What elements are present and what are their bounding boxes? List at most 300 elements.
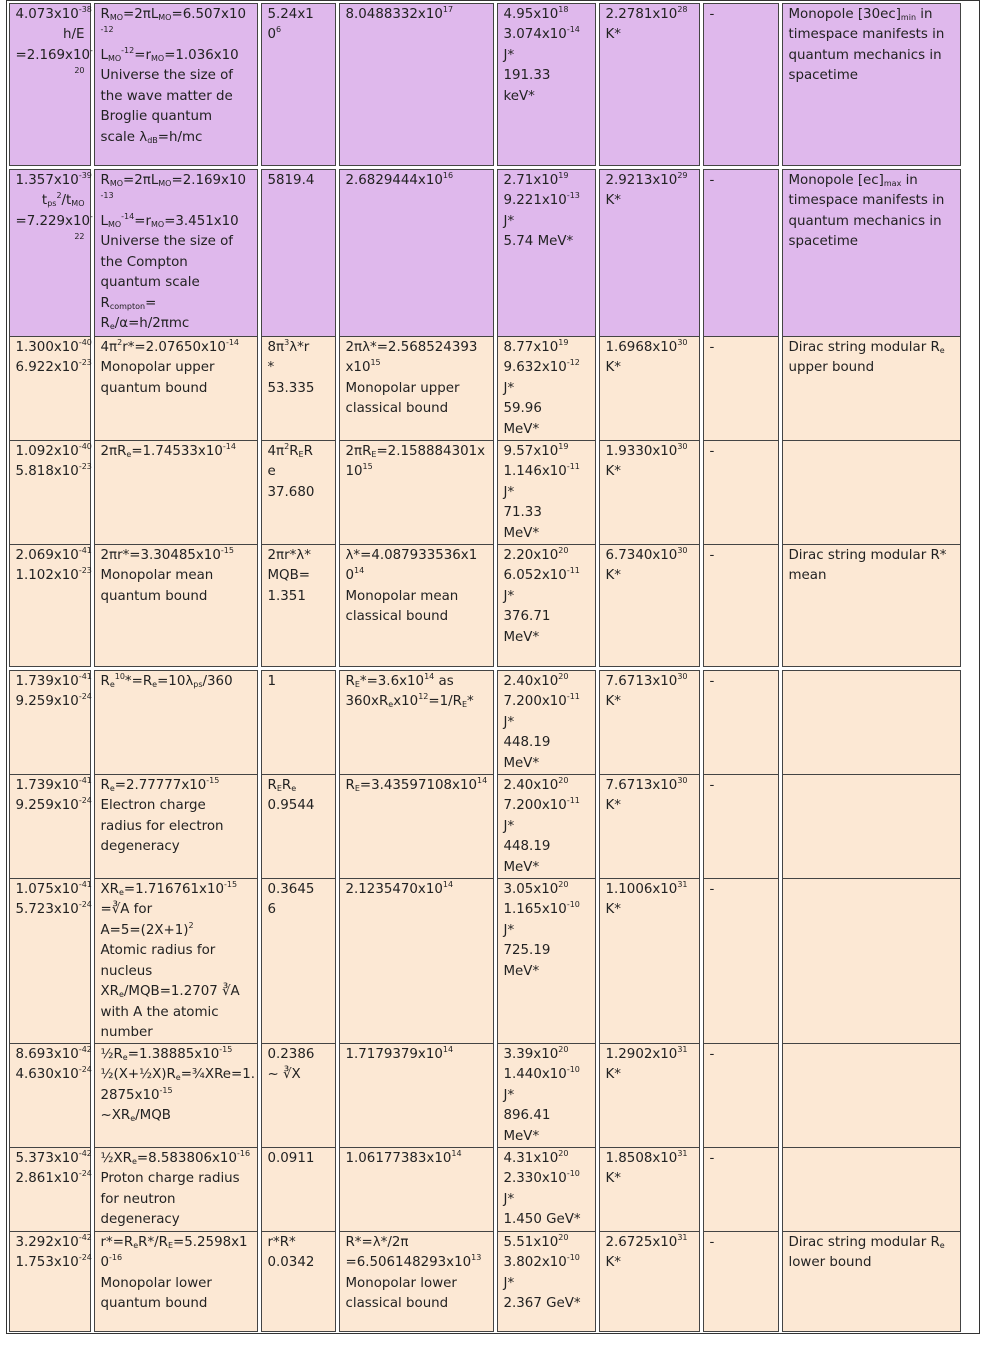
cell-line <box>101 171 252 192</box>
cell-wavelength <box>339 774 494 881</box>
cell-text: 3.39x10 <box>503 1046 559 1062</box>
cell-text: - <box>709 777 715 793</box>
cell-text: /α=h/2πmc <box>114 316 190 331</box>
cell-line <box>504 483 590 504</box>
cell-wavelength <box>339 1147 494 1233</box>
cell-line <box>710 546 773 567</box>
cell-text: - <box>709 547 715 563</box>
cell-text: 2.6829444x10 <box>345 172 443 188</box>
cell-text: 4.95x10 <box>503 6 559 22</box>
cell-line <box>789 338 955 359</box>
cell-text: ½R <box>100 1046 123 1062</box>
cell-text: 8.693x10 <box>15 1046 79 1062</box>
cell-temperature <box>599 440 700 547</box>
cell-text: 1.753x10 <box>15 1255 79 1270</box>
cell-ratio <box>261 544 336 667</box>
superscript: -42 <box>78 1148 92 1158</box>
cell-text: 8.77x10 <box>503 339 559 355</box>
cell-text: 9.221x10 <box>503 193 567 208</box>
cell-line <box>504 941 590 962</box>
cell-text: λ*=4.087933536x1 <box>345 547 478 563</box>
cell-line <box>710 442 773 463</box>
cell-line <box>15 337 92 359</box>
cell-text: 6.922x10 <box>15 360 79 375</box>
superscript: -11 <box>566 462 580 471</box>
cell-temperature <box>599 544 700 667</box>
cell-text: 71.33 <box>503 505 542 520</box>
cell-line <box>606 672 694 693</box>
cell-text: 4.630x10 <box>15 1067 79 1082</box>
cell-line <box>346 399 488 420</box>
cell-text: 2.2781x10 <box>605 6 678 22</box>
cell-text: 1.2902x10 <box>605 1046 678 1062</box>
cell-description <box>782 544 961 667</box>
cell-text: R <box>100 6 110 22</box>
cell-line <box>101 442 252 463</box>
superscript: -24 <box>78 1253 92 1262</box>
cell-line <box>268 880 330 901</box>
cell-line <box>504 796 590 817</box>
cell-text: Broglie quantum <box>100 109 212 124</box>
cell-text: =r <box>134 213 151 229</box>
cell-text: 7.6713x10 <box>605 673 678 689</box>
cell-time <box>9 169 91 337</box>
superscript: -16 <box>109 1253 123 1262</box>
superscript: 14 <box>442 879 454 889</box>
cell-time <box>9 670 91 777</box>
cell-line <box>268 566 330 587</box>
cell-ratio <box>261 1231 336 1332</box>
cell-line <box>504 5 590 26</box>
cell-line <box>504 232 590 253</box>
cell-text: scale λ <box>100 129 148 145</box>
subscript: e <box>109 679 115 689</box>
cell-text: 5.723x10 <box>15 902 79 917</box>
superscript: 19 <box>558 441 569 451</box>
cell-text: 8.0488332x10 <box>345 6 443 22</box>
subscript: e <box>291 783 297 793</box>
cell-text: 1.739x10 <box>15 673 79 689</box>
cell-text: Monopolar upper <box>345 380 460 396</box>
superscript: 31 <box>677 879 688 889</box>
cell-text: =2.169x10 <box>15 47 91 63</box>
cell-line <box>789 232 955 253</box>
cell-line <box>15 1169 92 1190</box>
cell-text: mean <box>788 568 827 583</box>
cell-line <box>504 87 590 108</box>
cell-line <box>101 837 252 858</box>
cell-text: 1.146x10 <box>503 464 567 479</box>
cell-text: R <box>345 777 355 793</box>
cell-line <box>16 191 85 212</box>
cell-time <box>9 1043 91 1150</box>
superscript: 28 <box>677 4 688 14</box>
superscript: 31 <box>677 1232 688 1242</box>
subscript: max <box>883 178 902 188</box>
cell-text: Monopolar mean <box>100 568 214 583</box>
cell-text: K* <box>605 193 621 208</box>
cell-text: quantum mechanics in <box>788 213 942 229</box>
superscript: 2 <box>117 337 123 347</box>
cell-text: K* <box>605 1067 621 1082</box>
superscript: 31 <box>677 1148 688 1158</box>
cell-text: MeV* <box>503 629 540 645</box>
cell-line <box>504 628 590 649</box>
cell-line <box>606 1253 694 1274</box>
cell-text: ½XR <box>100 1150 132 1166</box>
cell-text: * <box>267 360 275 375</box>
cell-line <box>101 294 252 315</box>
cell-wavelength <box>339 169 494 337</box>
cell-line <box>789 566 955 587</box>
subscript: e <box>133 1240 139 1250</box>
cell-text: - <box>709 881 715 897</box>
cell-text: L <box>100 213 108 229</box>
cell-line <box>15 1253 92 1274</box>
cell-text: - <box>709 1046 715 1062</box>
cell-description <box>782 774 961 881</box>
cell-line <box>504 171 590 192</box>
subscript: compton <box>109 301 146 311</box>
subscript: MO <box>158 178 172 188</box>
cell-line <box>606 5 694 26</box>
superscript: 29 <box>677 170 688 180</box>
cell-line <box>268 672 330 693</box>
cell-text: = <box>145 295 157 311</box>
cell-text: MQB= <box>267 568 310 583</box>
cell-text: 4.31x10 <box>503 1150 559 1166</box>
cell-line <box>101 776 252 797</box>
cell-text: J* <box>503 213 515 229</box>
cell-text: Monopolar lower <box>345 1275 457 1291</box>
cell-temperature <box>599 1147 700 1233</box>
cell-line <box>101 212 252 233</box>
cell-temperature <box>599 1231 700 1332</box>
subscript: e <box>118 887 124 897</box>
cell-line <box>504 503 590 524</box>
table-row <box>7 772 979 876</box>
cell-line <box>15 4 92 26</box>
cell-text: timespace manifests in <box>788 193 945 208</box>
cell-line <box>101 1294 252 1315</box>
cell-description <box>782 670 961 777</box>
cell-line <box>504 1274 590 1295</box>
table-row <box>7 438 979 542</box>
subscript: e <box>126 449 132 459</box>
cell-energy <box>497 440 596 547</box>
cell-line <box>710 1149 773 1170</box>
superscript: -16 <box>236 1148 251 1158</box>
cell-text: - <box>709 339 715 355</box>
cell-line <box>346 1274 488 1295</box>
cell-text: in <box>916 6 933 22</box>
cell-text: =2.77777x10 <box>114 777 207 793</box>
cell-radius <box>94 1043 258 1150</box>
cell-line <box>16 25 85 46</box>
cell-line <box>101 962 252 983</box>
cell-text: Universe the size of <box>100 68 234 83</box>
cell-energy <box>497 3 596 166</box>
cell-line <box>504 191 590 212</box>
cell-text: =1.716761x10 <box>123 881 224 897</box>
cell-line <box>606 900 694 921</box>
cell-text: R <box>100 172 110 188</box>
cell-line <box>268 1149 330 1170</box>
cell-line <box>504 900 590 921</box>
cell-line <box>101 880 252 901</box>
cell-text: 7.6713x10 <box>605 777 678 793</box>
cell-line <box>101 817 252 838</box>
cell-line <box>15 900 92 921</box>
superscript: 20 <box>74 66 85 75</box>
cell-text: K* <box>605 1171 621 1186</box>
cell-line <box>101 379 252 400</box>
superscript: -15 <box>220 545 234 555</box>
cell-description <box>782 878 961 1046</box>
cell-text: degeneracy <box>100 1212 180 1227</box>
cell-ratio <box>261 774 336 881</box>
cell-radius <box>94 336 258 443</box>
superscript: -12 <box>100 25 114 34</box>
cell-line <box>101 358 252 379</box>
table-row <box>7 542 979 668</box>
cell-line <box>504 462 590 483</box>
cell-ratio <box>261 336 336 443</box>
cell-text: J* <box>503 588 515 604</box>
cell-text: 6.7340x10 <box>605 547 678 563</box>
superscript: 20 <box>558 671 569 681</box>
cell-line <box>504 1106 590 1127</box>
cell-text: Dirac string modular R* <box>788 547 947 563</box>
cell-text: - <box>709 443 715 459</box>
cell-line <box>15 692 92 713</box>
cell-description <box>782 3 961 166</box>
cell-line <box>606 338 694 359</box>
cell-text: x10 <box>345 360 371 375</box>
superscript: 13 <box>471 1253 482 1262</box>
superscript: 17 <box>442 4 454 14</box>
cell-text: MeV* <box>503 963 540 979</box>
cell-text: spacetime <box>788 68 859 83</box>
superscript: 15 <box>370 358 381 367</box>
cell-line <box>504 962 590 983</box>
cell-text: MeV* <box>503 1128 540 1144</box>
cell-text: 2.330x10 <box>503 1171 567 1186</box>
cell-text: J* <box>503 1087 515 1103</box>
superscript: -14 <box>121 211 135 221</box>
cell-radius <box>94 774 258 881</box>
cell-line <box>268 338 330 359</box>
superscript: -41 <box>78 545 92 555</box>
cell-text: nucleus <box>100 963 153 979</box>
cell-text: 53.335 <box>267 380 315 396</box>
cell-line <box>504 1233 590 1254</box>
cell-dash <box>703 670 779 777</box>
cell-text: ~ ∛X <box>267 1067 301 1082</box>
cell-ratio <box>261 1147 336 1233</box>
cell-text: *=3.6x10 <box>359 673 425 689</box>
cell-ratio <box>261 878 336 1046</box>
cell-text: J* <box>503 1191 515 1207</box>
cell-text: 9.259x10 <box>15 798 79 813</box>
cell-text: 2πλ*=2.568524393 <box>345 339 478 355</box>
superscript: 2 <box>56 191 62 200</box>
superscript: 20 <box>558 1148 569 1158</box>
cell-dash <box>703 169 779 337</box>
cell-temperature <box>599 336 700 443</box>
cell-text: 2πr*=3.30485x10 <box>100 547 221 563</box>
cell-time <box>9 1147 91 1233</box>
cell-line <box>15 1065 92 1086</box>
cell-line <box>504 880 590 901</box>
cell-line <box>789 1233 955 1254</box>
cell-dash <box>703 1147 779 1233</box>
cell-energy <box>497 878 596 1046</box>
cell-line <box>101 941 252 962</box>
cell-line <box>101 1106 252 1127</box>
cell-text: quantum scale <box>100 275 200 290</box>
cell-line <box>268 1045 330 1066</box>
cell-text: 4.073x10 <box>15 6 79 22</box>
cell-text: 2.9213x10 <box>605 172 678 188</box>
cell-energy <box>497 670 596 777</box>
cell-description <box>782 169 961 337</box>
cell-line <box>504 399 590 420</box>
cell-line <box>101 191 252 212</box>
cell-line <box>101 587 252 608</box>
cell-dash <box>703 544 779 667</box>
cell-text: J* <box>503 1275 515 1291</box>
cell-radius <box>94 169 258 337</box>
cell-line <box>268 776 330 797</box>
cell-line <box>504 379 590 400</box>
cell-temperature <box>599 774 700 881</box>
cell-text: lower bound <box>788 1255 872 1270</box>
cell-line <box>789 46 955 67</box>
cell-text: 8π <box>267 339 285 355</box>
cell-line <box>346 880 488 901</box>
superscript: -13 <box>100 191 114 200</box>
cell-text: L <box>100 47 108 63</box>
cell-text: 0.3645 <box>267 881 315 897</box>
cell-energy <box>497 1147 596 1233</box>
superscript: -15 <box>159 1085 173 1095</box>
cell-text: number <box>100 1025 153 1040</box>
superscript: -15 <box>223 879 238 889</box>
cell-text: =2.158884301x <box>376 443 486 459</box>
cell-text: * <box>467 694 474 709</box>
cell-line <box>268 1253 330 1274</box>
cell-energy <box>497 169 596 337</box>
cell-text: =7.229x10 <box>15 213 91 229</box>
subscript: MO <box>150 53 165 63</box>
cell-line <box>101 900 252 921</box>
cell-line <box>504 1086 590 1107</box>
superscript: -40 <box>78 441 92 451</box>
cell-text: 1.440x10 <box>503 1067 567 1082</box>
cell-line <box>101 672 252 693</box>
cell-line <box>101 253 252 274</box>
cell-text: R <box>345 673 355 689</box>
subscript: e <box>122 1052 128 1062</box>
cell-text: Monopole [30ec] <box>788 6 901 22</box>
cell-text: quantum bound <box>100 380 208 396</box>
cell-wavelength <box>339 878 494 1046</box>
cell-line <box>346 1149 488 1170</box>
cell-line <box>101 1086 252 1107</box>
cell-temperature <box>599 1043 700 1150</box>
cell-text: Proton charge radius <box>100 1171 240 1186</box>
cell-line <box>504 1294 590 1315</box>
cell-text: XR <box>100 984 119 999</box>
cell-line <box>710 338 773 359</box>
cell-text: r*R* <box>267 1234 296 1250</box>
table-row <box>7 668 979 772</box>
cell-ratio <box>261 440 336 547</box>
cell-text: K* <box>605 798 621 813</box>
cell-line <box>504 1253 590 1274</box>
cell-line <box>268 442 330 463</box>
cell-wavelength <box>339 440 494 547</box>
cell-text: =5.2598x1 <box>173 1234 248 1250</box>
cell-text: Monopolar upper <box>100 360 215 375</box>
data-table <box>6 0 980 1334</box>
cell-line <box>101 921 252 942</box>
cell-text: =6.506148293x10 <box>345 1255 472 1270</box>
superscript: 30 <box>677 441 688 451</box>
cell-energy <box>497 544 596 667</box>
cell-line <box>101 273 252 294</box>
cell-line <box>346 1233 488 1254</box>
cell-wavelength <box>339 544 494 667</box>
cell-description <box>782 1147 961 1233</box>
cell-line <box>606 566 694 587</box>
cell-line <box>15 1148 92 1170</box>
cell-ratio <box>261 670 336 777</box>
superscript: 19 <box>558 337 569 347</box>
cell-description <box>782 336 961 443</box>
cell-line <box>346 171 488 192</box>
cell-text: degeneracy <box>100 839 180 854</box>
cell-text: A=5=(2X+1) <box>100 922 189 938</box>
cell-text: 0.0342 <box>267 1255 315 1270</box>
cell-text: upper bound <box>788 360 875 375</box>
superscript: 14 <box>442 1044 454 1054</box>
superscript: -24 <box>78 900 92 909</box>
cell-line <box>101 128 252 149</box>
subscript: dB <box>147 135 158 145</box>
cell-text: R <box>100 316 110 331</box>
cell-line <box>346 672 488 693</box>
cell-line <box>504 1127 590 1148</box>
cell-text: =2.169x10 <box>171 172 247 188</box>
subscript: MO <box>71 199 85 208</box>
cell-energy <box>497 1043 596 1150</box>
cell-text: R <box>281 777 292 793</box>
cell-text: 2.1235470x10 <box>345 881 443 897</box>
cell-text: classical bound <box>345 401 449 416</box>
cell-line <box>606 1065 694 1086</box>
cell-text: MeV* <box>503 755 540 771</box>
cell-text: 4π <box>267 443 285 459</box>
superscript: -15 <box>219 1044 233 1054</box>
cell-text: t <box>41 193 48 208</box>
cell-text: 2πr*λ* <box>267 547 311 563</box>
cell-text: =3.451x10 <box>164 213 239 229</box>
cell-text: 1.9330x10 <box>605 443 678 459</box>
cell-line <box>346 379 488 400</box>
cell-text: the wave matter de <box>100 88 233 104</box>
